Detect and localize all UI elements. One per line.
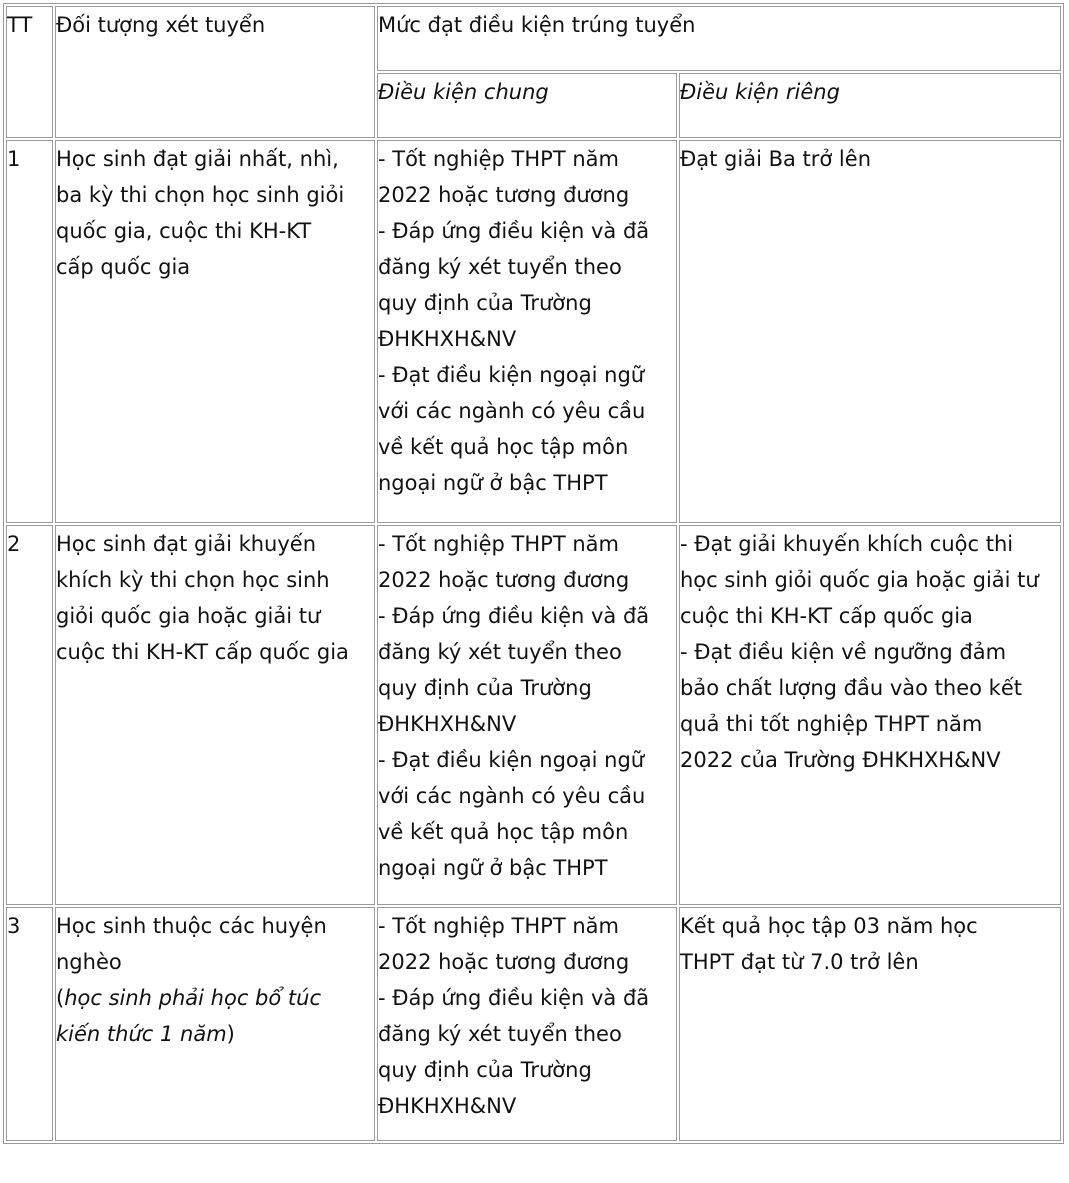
note-open-paren: ( [56,986,65,1010]
condition-line: Đạt giải Ba trở lên [680,147,871,171]
general-condition-cell [377,140,677,523]
specific-condition-cell [679,525,1061,905]
condition-line: - Tốt nghiệp THPT năm [378,147,619,171]
subject-note-line [56,980,374,1016]
row-number: 1 [6,140,53,523]
condition-line: đăng ký xét tuyển theo [378,640,622,664]
condition-line: - Tốt nghiệp THPT năm [378,914,619,938]
condition-line: - Đạt giải khuyến khích cuộc thi [680,532,1014,556]
condition-line: 2022 hoặc tương đương [378,183,630,207]
note-close-paren: ) [226,1022,235,1046]
subject-cell [55,140,375,523]
condition-line: ĐHKHXH&NV [378,712,517,736]
condition-line: quy định của Trường [378,291,592,315]
condition-line: - Đạt điều kiện ngoại ngữ [378,748,645,772]
subject-note-italic: học sinh phải học bổ túc [64,986,321,1010]
condition-line: với các ngành có yêu cầu [378,399,646,423]
subject-line: Học sinh thuộc các huyện [56,914,327,938]
condition-line: học sinh giỏi quốc gia hoặc giải tư [680,568,1039,592]
table-row [6,525,1061,905]
condition-line: về kết quả học tập môn [378,435,629,459]
condition-line: bảo chất lượng đầu vào theo kết [680,676,1022,700]
condition-line: với các ngành có yêu cầu [378,784,646,808]
condition-line: quy định của Trường [378,676,592,700]
condition-line: đăng ký xét tuyển theo [378,1022,622,1046]
row-number: 3 [6,907,53,1141]
condition-line: 2022 của Trường ĐHKHXH&NV [680,748,1001,772]
subject-line: cấp quốc gia [56,255,191,279]
row-number: 2 [6,525,53,905]
condition-line: quả thi tốt nghiệp THPT năm [680,712,983,736]
condition-line: cuộc thi KH-KT cấp quốc gia [680,604,973,628]
subject-line: quốc gia, cuộc thi KH-KT [56,219,312,243]
general-condition-cell [377,525,677,905]
specific-condition-cell [679,140,1061,523]
condition-line: - Đáp ứng điều kiện và đã [378,986,650,1010]
condition-line: về kết quả học tập môn [378,820,629,844]
condition-line: Kết quả học tập 03 năm học [680,914,978,938]
condition-line: ngoại ngữ ở bậc THPT [378,471,608,495]
table-row [6,907,1061,1141]
condition-line: - Tốt nghiệp THPT năm [378,532,619,556]
subject-note-line [56,1016,374,1052]
subject-cell [55,907,375,1141]
specific-condition-cell [679,907,1061,1141]
admission-criteria-table [3,3,1064,1144]
condition-line: ngoại ngữ ở bậc THPT [378,856,608,880]
condition-line: quy định của Trường [378,1058,592,1082]
table-row [6,140,1061,523]
subject-line: Học sinh đạt giải khuyến [56,532,317,556]
header-criteria: Mức đạt điều kiện trúng tuyển [377,6,1061,71]
condition-line: - Đạt điều kiện ngoại ngữ [378,363,645,387]
header-general-condition: Điều kiện chung [377,73,677,138]
subject-line: ba kỳ thi chọn học sinh giỏi [56,183,345,207]
header-subject: Đối tượng xét tuyển [55,6,375,138]
subject-line: nghèo [56,950,122,974]
general-condition-cell [377,907,677,1141]
condition-line: - Đáp ứng điều kiện và đã [378,219,650,243]
condition-line: ĐHKHXH&NV [378,1094,517,1118]
subject-note-italic: kiến thức 1 năm [56,1022,227,1046]
condition-line: - Đạt điều kiện về ngưỡng đảm [680,640,1007,664]
subject-line: cuộc thi KH-KT cấp quốc gia [56,640,349,664]
condition-line: 2022 hoặc tương đương [378,950,630,974]
subject-cell [55,525,375,905]
condition-line: đăng ký xét tuyển theo [378,255,622,279]
condition-line: ĐHKHXH&NV [378,327,517,351]
subject-line: Học sinh đạt giải nhất, nhì, [56,147,339,171]
subject-line: khích kỳ thi chọn học sinh [56,568,330,592]
header-row-1 [6,6,1061,71]
condition-line: - Đáp ứng điều kiện và đã [378,604,650,628]
subject-line: giỏi quốc gia hoặc giải tư [56,604,321,628]
condition-line: 2022 hoặc tương đương [378,568,630,592]
condition-line: THPT đạt từ 7.0 trở lên [680,950,919,974]
header-tt: TT [6,6,53,138]
header-specific-condition: Điều kiện riêng [679,73,1061,138]
